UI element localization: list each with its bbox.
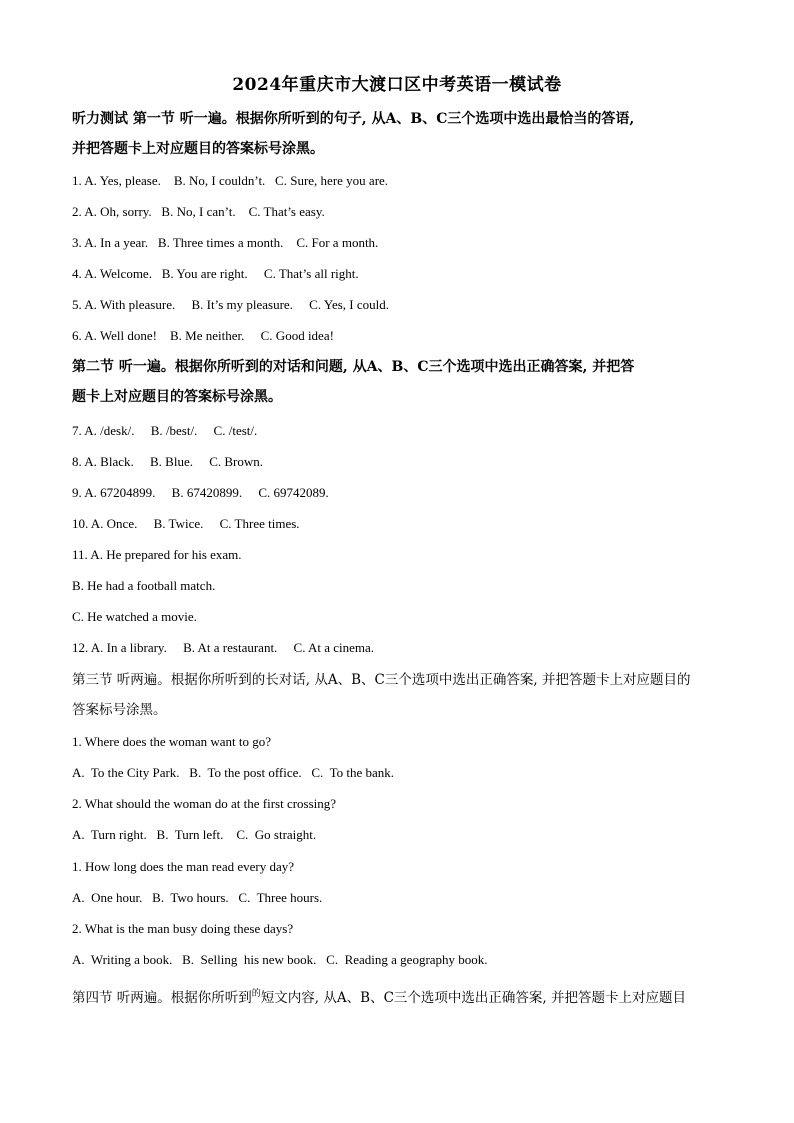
section3-heading-line1: 第三节 听两遍。根据你所听到的长对话, 从A、B、C三个选项中选出正确答案, 并把答题卡上对应题目的 — [72, 672, 691, 688]
section4-heading-part2: 短文内容, 从A、B、C三个选项中选出正确答案, 并把答题卡上对应题目 — [260, 990, 686, 1006]
question-item-11-option-c: C. He watched a movie. — [72, 609, 197, 624]
question-item-5: 5. A. With pleasure. B. It’s my pleasure. C. Yes, I could. — [72, 297, 389, 312]
section3-heading — [72, 665, 722, 725]
question-item-3: 3. A. In a year. B. Three times a month. C. For a month. — [72, 235, 379, 250]
question-item-11: 11. A. He prepared for his exam. — [72, 547, 242, 562]
question-item-1: 1. A. Yes, please. B. No, I couldn’t. C. Sure, here you are. — [72, 173, 389, 188]
section2-heading-line2: 题卡上对应题目的答案标号涂黑。 — [72, 389, 282, 405]
section1-heading-line2: 并把答题卡上对应题目的答案标号涂黑。 — [72, 141, 324, 157]
question-item-6: 6. A. Well done! B. Me neither. C. Good idea! — [72, 328, 334, 343]
section3-question-4: 2. What is the man busy doing these days? — [72, 921, 294, 936]
question-item-8: 8. A. Black. B. Blue. C. Brown. — [72, 454, 264, 469]
section3-options-3: A. One hour. B. Two hours. C. Three hours. — [72, 890, 323, 905]
question-item-7: 7. A. /desk/. B. /best/. C. /test/. — [72, 423, 258, 438]
question-item-10: 10. A. Once. B. Twice. C. Three times. — [72, 516, 300, 531]
section3-question-1: 1. Where does the woman want to go? — [72, 734, 272, 749]
section3-options-1: A. To the City Park. B. To the post office. C. To the bank. — [72, 765, 395, 780]
section3-question-3: 1. How long does the man read every day? — [72, 859, 295, 874]
section3-question-2: 2. What should the woman do at the first crossing? — [72, 796, 337, 811]
section3-heading-line2: 答案标号涂黑。 — [72, 702, 167, 718]
section4-heading-line1 — [72, 983, 722, 1015]
section2-heading — [72, 352, 722, 412]
question-item-4: 4. A. Welcome. B. You are right. C. That’s all right. — [72, 266, 359, 281]
section1-heading — [72, 104, 722, 164]
section3-options-4: A. Writing a book. B. Selling his new book. C. Reading a geography book. — [72, 952, 488, 967]
section4-heading-part1: 第四节 听两遍。根据你所听到 — [72, 990, 252, 1006]
section2-heading-line1: 第二节 听一遍。根据你所听到的对话和问题, 从A、B、C三个选项中选出正确答案, 并把答 — [72, 359, 635, 375]
section4-heading — [72, 983, 722, 1015]
question-item-9: 9. A. 67204899. B. 67420899. C. 69742089. — [72, 485, 329, 500]
question-item-12: 12. A. In a library. B. At a restaurant. C. At a cinema. — [72, 640, 375, 655]
section3-options-2: A. Turn right. B. Turn left. C. Go straight. — [72, 827, 317, 842]
question-item-11-option-b: B. He had a football match. — [72, 578, 216, 593]
question-item-2: 2. A. Oh, sorry. B. No, I can’t. C. That’s easy. — [72, 204, 325, 219]
section4-heading-sup: 的 — [251, 989, 261, 999]
section1-heading-line1: 听力测试 第一节 听一遍。根据你所听到的句子, 从A、B、C三个选项中选出最恰当的答语, — [72, 111, 635, 127]
page-title: 2024年重庆市大渡口区中考英语一模试卷 — [232, 75, 562, 95]
